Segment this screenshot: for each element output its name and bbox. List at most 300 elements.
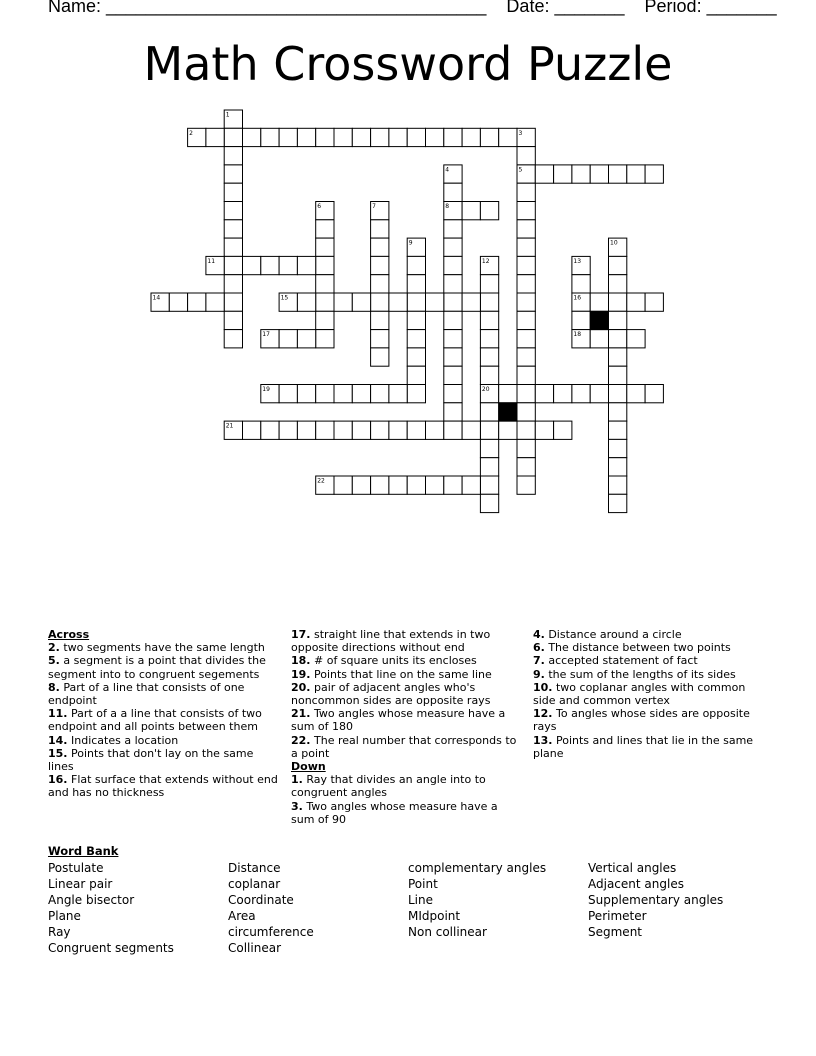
- clue-number-label: 12.: [533, 707, 553, 721]
- grid-cell[interactable]: [517, 421, 535, 439]
- clue-number-label: 4.: [533, 628, 545, 641]
- grid-cell[interactable]: [426, 293, 444, 311]
- clue-number: 3: [518, 129, 523, 137]
- grid-cell[interactable]: [224, 330, 242, 348]
- clue-number-label: 22.: [291, 733, 311, 747]
- grid-cell[interactable]: [572, 165, 590, 183]
- grid-cell[interactable]: [334, 385, 352, 403]
- word-bank-word: Segment: [588, 925, 642, 940]
- clue-number: 2: [189, 129, 193, 137]
- grid-cell[interactable]: [407, 275, 425, 293]
- grid-cell[interactable]: [517, 348, 535, 366]
- clue-item: [533, 681, 769, 707]
- grid-cell[interactable]: [517, 476, 535, 494]
- clue-number: 19: [262, 386, 270, 393]
- grid-cell[interactable]: [316, 128, 334, 146]
- clue-item: [291, 707, 519, 733]
- word-bank-column-3: [408, 860, 546, 940]
- grid-cell[interactable]: [371, 421, 389, 439]
- grid-cell[interactable]: [480, 128, 498, 146]
- grid-cell[interactable]: [279, 385, 297, 403]
- grid-cell[interactable]: [224, 275, 242, 293]
- clue-number: 6: [317, 203, 322, 210]
- grid-cell[interactable]: [352, 128, 370, 146]
- clue-number: 1: [225, 111, 230, 119]
- grid-cell[interactable]: [517, 366, 535, 384]
- grid-cell[interactable]: [297, 293, 315, 311]
- grid-cell[interactable]: [480, 293, 498, 311]
- grid-cell[interactable]: [517, 330, 535, 348]
- grid-cell[interactable]: [407, 293, 425, 311]
- black-square: [499, 403, 517, 421]
- clue-text: Two angles whose measure have a sum of 180: [291, 707, 506, 734]
- clue-item: [291, 734, 519, 760]
- crossword-grid: [0, 0, 816, 520]
- word-bank-word: Distance: [228, 861, 281, 875]
- grid-cell[interactable]: [243, 256, 261, 274]
- clue-text: two coplanar angles with common side and common vertex: [533, 680, 746, 708]
- clue-text: Points and lines that lie in the same plane: [533, 733, 754, 760]
- grid-cell[interactable]: [371, 385, 389, 403]
- grid-cell[interactable]: [279, 256, 297, 274]
- grid-cell[interactable]: [517, 183, 535, 201]
- grid-cell[interactable]: [316, 311, 334, 329]
- clues-column-2: [291, 628, 519, 826]
- word-bank-word: MIdpoint: [408, 909, 461, 924]
- grid-cell[interactable]: [297, 421, 315, 439]
- clue-number: 7: [372, 203, 376, 210]
- name-date-period-line: Name: ______________________________________ Date: _______ Period: _______: [48, 0, 777, 16]
- clue-number-label: 2.: [48, 641, 60, 655]
- clue-item: [533, 654, 769, 667]
- clue-text: To angles whose sides are opposite rays: [533, 707, 750, 734]
- clue-number-label: 5.: [48, 654, 60, 668]
- clue-text: Ray that divides an angle into to congruent angles: [291, 773, 486, 800]
- grid-cell[interactable]: [462, 202, 480, 220]
- grid-cell[interactable]: [261, 256, 279, 274]
- clue-number-label: 9.: [533, 667, 545, 681]
- grid-cell[interactable]: [407, 330, 425, 348]
- grid-cell[interactable]: [444, 256, 462, 274]
- grid-cell[interactable]: [517, 439, 535, 457]
- word-bank-word: Perimeter: [588, 909, 647, 924]
- grid-cell[interactable]: [297, 385, 315, 403]
- word-bank-word: Line: [408, 893, 434, 908]
- clue-number: 14: [152, 294, 161, 302]
- word-bank-word: Coordinate: [228, 893, 294, 908]
- clue-number-label: 19.: [291, 667, 311, 681]
- clue-number: 8: [445, 203, 450, 210]
- grid-cell[interactable]: [609, 256, 627, 274]
- grid-cell[interactable]: [224, 183, 242, 201]
- word-bank-word: Plane: [48, 909, 81, 924]
- grid-cell[interactable]: [243, 421, 261, 439]
- clue-item: [48, 747, 280, 773]
- clue-number-label: 3.: [291, 799, 303, 813]
- grid-cell[interactable]: [279, 128, 297, 146]
- clue-item: [48, 681, 280, 707]
- clue-text: two segments have the same length: [59, 641, 265, 655]
- grid-cell[interactable]: [352, 293, 370, 311]
- grid-cell[interactable]: [499, 128, 517, 146]
- clue-number: 4: [445, 166, 450, 174]
- grid-cell[interactable]: [627, 385, 645, 403]
- grid-cell[interactable]: [224, 256, 242, 274]
- grid-cell[interactable]: [371, 330, 389, 348]
- grid-cell[interactable]: [517, 293, 535, 311]
- grid-cell[interactable]: [444, 330, 462, 348]
- clue-text: The distance between two points: [544, 641, 731, 655]
- grid-cell[interactable]: [499, 385, 517, 403]
- clue-number-label: 14.: [48, 733, 68, 747]
- grid-cell[interactable]: [371, 275, 389, 293]
- grid-cell[interactable]: [645, 165, 663, 183]
- grid-cell[interactable]: [480, 439, 498, 457]
- clue-number: 10: [610, 239, 618, 247]
- grid-cell[interactable]: [444, 183, 462, 201]
- word-bank-word: Postulate: [48, 861, 104, 875]
- grid-cell[interactable]: [627, 293, 645, 311]
- word-bank-word: Adjacent angles: [588, 877, 684, 892]
- grid-cell[interactable]: [407, 385, 425, 403]
- clue-number: 11: [207, 257, 216, 265]
- grid-cell[interactable]: [517, 311, 535, 329]
- grid-cell[interactable]: [407, 476, 425, 494]
- grid-cell[interactable]: [444, 293, 462, 311]
- grid-cell[interactable]: [407, 366, 425, 384]
- grid-cell[interactable]: [554, 421, 572, 439]
- grid-cell[interactable]: [297, 128, 315, 146]
- clues-column-3: [533, 628, 769, 760]
- grid-cell[interactable]: [407, 128, 425, 146]
- word-bank-word: Collinear: [228, 941, 281, 956]
- grid-cell[interactable]: [371, 238, 389, 256]
- grid-cell[interactable]: [572, 311, 590, 329]
- grid-cell[interactable]: [243, 128, 261, 146]
- grid-cell[interactable]: [188, 293, 206, 311]
- clue-item: [533, 707, 769, 733]
- grid-cell[interactable]: [371, 476, 389, 494]
- word-bank-column-4: [588, 860, 723, 940]
- clue-number: 9: [408, 239, 413, 247]
- grid-cell[interactable]: [316, 421, 334, 439]
- clue-number-label: 10.: [533, 680, 553, 694]
- grid-cell[interactable]: [517, 238, 535, 256]
- grid-cell[interactable]: [480, 366, 498, 384]
- clue-item: [533, 668, 769, 681]
- grid-cell[interactable]: [627, 165, 645, 183]
- grid-cell[interactable]: [517, 275, 535, 293]
- grid-cell[interactable]: [224, 293, 242, 311]
- clue-text: Points that line on the same line: [310, 667, 492, 681]
- word-bank-word: complementary angles: [408, 861, 547, 875]
- grid-cell[interactable]: [444, 275, 462, 293]
- grid-cell[interactable]: [590, 385, 608, 403]
- grid-cell[interactable]: [316, 220, 334, 238]
- clue-text: pair of adjacent angles who's noncommon sides are opposite rays: [291, 680, 491, 708]
- grid-cell[interactable]: [517, 202, 535, 220]
- grid-cell[interactable]: [224, 311, 242, 329]
- clue-number: 13: [573, 257, 582, 265]
- grid-cell[interactable]: [444, 385, 462, 403]
- grid-cell[interactable]: [645, 385, 663, 403]
- grid-cell[interactable]: [645, 293, 663, 311]
- clue-number-label: 8.: [48, 680, 60, 694]
- clue-number-label: 20.: [291, 680, 311, 694]
- grid-cell[interactable]: [554, 385, 572, 403]
- grid-cell[interactable]: [444, 476, 462, 494]
- grid-cell[interactable]: [517, 385, 535, 403]
- grid-cell[interactable]: [517, 220, 535, 238]
- clue-number-label: 15.: [48, 746, 68, 760]
- grid-cell[interactable]: [334, 293, 352, 311]
- clue-item: [48, 654, 280, 680]
- grid-cell[interactable]: [389, 476, 407, 494]
- clue-number-label: 21.: [291, 707, 311, 721]
- grid-cell[interactable]: [261, 421, 279, 439]
- grid-cell[interactable]: [480, 494, 498, 512]
- grid-cell[interactable]: [609, 403, 627, 421]
- grid-cell[interactable]: [609, 385, 627, 403]
- grid-cell[interactable]: [316, 275, 334, 293]
- word-bank-title: Word Bank: [48, 844, 119, 858]
- grid-cell[interactable]: [279, 330, 297, 348]
- grid-cell[interactable]: [371, 256, 389, 274]
- grid-cell[interactable]: [609, 275, 627, 293]
- word-bank-word: Linear pair: [48, 877, 113, 892]
- grid-cell[interactable]: [169, 293, 187, 311]
- grid-cell[interactable]: [627, 330, 645, 348]
- clue-number-label: 13.: [533, 733, 553, 747]
- clue-text: Two angles whose measure have a sum of 90: [291, 799, 498, 826]
- grid-cell[interactable]: [462, 476, 480, 494]
- grid-cell[interactable]: [480, 403, 498, 421]
- clue-text: Indicates a location: [67, 733, 179, 747]
- grid-cell[interactable]: [407, 256, 425, 274]
- grid-cell[interactable]: [297, 256, 315, 274]
- clue-number: 18: [573, 331, 582, 339]
- grid-cell[interactable]: [389, 293, 407, 311]
- clue-item: [533, 628, 769, 641]
- grid-cell[interactable]: [426, 128, 444, 146]
- clue-text: # of square units its encloses: [310, 654, 477, 668]
- grid-cell[interactable]: [206, 293, 224, 311]
- clue-item: [291, 628, 519, 654]
- clue-number-label: 1.: [291, 773, 303, 787]
- across-heading: Across: [48, 628, 90, 641]
- clue-text: Points that don't lay on the same lines: [48, 746, 254, 774]
- grid-cell[interactable]: [609, 348, 627, 366]
- grid-cell[interactable]: [480, 476, 498, 494]
- grid-cell[interactable]: [316, 330, 334, 348]
- grid-cell[interactable]: [426, 421, 444, 439]
- clue-number-label: 11.: [48, 707, 68, 721]
- word-bank-word: Congruent segments: [48, 941, 174, 956]
- grid-cell[interactable]: [224, 165, 242, 183]
- grid-cell[interactable]: [535, 421, 553, 439]
- grid-cell[interactable]: [371, 128, 389, 146]
- word-bank-word: Supplementary angles: [588, 893, 724, 908]
- grid-cell[interactable]: [609, 293, 627, 311]
- clue-text: Distance around a circle: [544, 628, 682, 641]
- grid-cell[interactable]: [444, 421, 462, 439]
- grid-cell[interactable]: [462, 128, 480, 146]
- grid-cell[interactable]: [224, 147, 242, 165]
- grid-cell[interactable]: [609, 311, 627, 329]
- grid-cell[interactable]: [517, 458, 535, 476]
- grid-cell[interactable]: [426, 476, 444, 494]
- grid-cell[interactable]: [480, 311, 498, 329]
- word-bank-word: Angle bisector: [48, 893, 135, 908]
- grid-cell[interactable]: [444, 238, 462, 256]
- word-bank-word: coplanar: [228, 877, 281, 892]
- grid-cell[interactable]: [609, 330, 627, 348]
- grid-cell[interactable]: [261, 128, 279, 146]
- grid-cell[interactable]: [609, 421, 627, 439]
- grid-cell[interactable]: [572, 275, 590, 293]
- clue-number-label: 6.: [533, 641, 545, 655]
- clue-number: 20: [481, 386, 490, 393]
- clue-text: The real number that corresponds to a point: [291, 733, 517, 760]
- clue-number: 22: [317, 477, 325, 485]
- grid-cell[interactable]: [297, 330, 315, 348]
- grid-cell[interactable]: [499, 421, 517, 439]
- clue-item: [291, 800, 519, 826]
- grid-cell[interactable]: [352, 476, 370, 494]
- clue-item: [291, 773, 519, 799]
- clue-number: 5: [518, 166, 523, 174]
- clue-number-label: 7.: [533, 654, 545, 668]
- clue-item: [48, 641, 280, 654]
- clue-number: 15: [280, 294, 289, 302]
- clue-text: a segment is a point that divides the segment into to congruent segements: [48, 654, 266, 681]
- grid-cell[interactable]: [224, 220, 242, 238]
- grid-cell[interactable]: [352, 421, 370, 439]
- grid-cell[interactable]: [371, 293, 389, 311]
- clue-text: accepted statement of fact: [544, 654, 698, 668]
- grid-cell[interactable]: [444, 403, 462, 421]
- word-bank-word: circumference: [228, 925, 314, 940]
- grid-cell[interactable]: [444, 348, 462, 366]
- grid-cell[interactable]: [480, 202, 498, 220]
- clue-text: Flat surface that extends without end and has no thickness: [48, 773, 278, 800]
- grid-cell[interactable]: [554, 165, 572, 183]
- grid-cell[interactable]: [590, 330, 608, 348]
- grid-cell[interactable]: [316, 256, 334, 274]
- grid-cell[interactable]: [609, 458, 627, 476]
- grid-cell[interactable]: [334, 421, 352, 439]
- word-bank-column-1: [48, 860, 174, 957]
- word-bank-word: Ray: [48, 925, 71, 940]
- grid-cell[interactable]: [462, 421, 480, 439]
- clue-number-label: 17.: [291, 628, 311, 641]
- grid-cell[interactable]: [389, 385, 407, 403]
- grid-cell[interactable]: [572, 385, 590, 403]
- grid-cell[interactable]: [316, 385, 334, 403]
- clue-item: [291, 681, 519, 707]
- grid-cell[interactable]: [206, 128, 224, 146]
- clue-number-label: 16.: [48, 773, 68, 787]
- clue-item: [533, 734, 769, 760]
- grid-cell[interactable]: [517, 403, 535, 421]
- grid-cell[interactable]: [444, 128, 462, 146]
- down-heading: Down: [291, 760, 326, 774]
- grid-cell[interactable]: [444, 311, 462, 329]
- grid-cell[interactable]: [609, 476, 627, 494]
- clues-column-1: [48, 628, 280, 800]
- clue-text: straight line that extends in two opposite directions without end: [291, 628, 491, 655]
- grid-cell[interactable]: [480, 348, 498, 366]
- grid-cell[interactable]: [609, 366, 627, 384]
- grid-cell[interactable]: [407, 421, 425, 439]
- grid-cell[interactable]: [334, 476, 352, 494]
- grid-cell[interactable]: [517, 256, 535, 274]
- word-bank-word: Point: [408, 877, 438, 892]
- clue-text: Part of a a line that consists of two endpoint and all points between them: [48, 707, 262, 734]
- grid-cell[interactable]: [224, 202, 242, 220]
- word-bank-word: Vertical angles: [588, 861, 677, 875]
- grid-cell[interactable]: [590, 165, 608, 183]
- grid-cell[interactable]: [444, 366, 462, 384]
- grid-cell[interactable]: [535, 385, 553, 403]
- grid-cell[interactable]: [352, 385, 370, 403]
- grid-cell[interactable]: [480, 330, 498, 348]
- grid-cell[interactable]: [480, 458, 498, 476]
- word-bank-column-2: [228, 860, 314, 957]
- clue-number: 17: [262, 331, 270, 339]
- grid-cell[interactable]: [462, 293, 480, 311]
- clue-number: 12: [481, 257, 490, 265]
- grid-cell[interactable]: [407, 311, 425, 329]
- grid-cell[interactable]: [535, 165, 553, 183]
- grid-cell[interactable]: [609, 165, 627, 183]
- grid-cell[interactable]: [316, 293, 334, 311]
- grid-cell[interactable]: [480, 421, 498, 439]
- grid-cell[interactable]: [334, 128, 352, 146]
- clue-item: [291, 654, 519, 667]
- grid-cell[interactable]: [407, 348, 425, 366]
- clue-item: [533, 641, 769, 654]
- grid-cell[interactable]: [224, 238, 242, 256]
- grid-cell[interactable]: [316, 238, 334, 256]
- clue-item: [48, 734, 280, 747]
- page-title: Math Crossword Puzzle: [143, 37, 673, 91]
- grid-cell[interactable]: [279, 421, 297, 439]
- clue-item: [48, 707, 280, 733]
- grid-cell[interactable]: [389, 128, 407, 146]
- clue-number-label: 18.: [291, 654, 311, 668]
- grid-cell[interactable]: [590, 293, 608, 311]
- grid-cell[interactable]: [371, 311, 389, 329]
- grid-cell[interactable]: [609, 439, 627, 457]
- grid-cell[interactable]: [389, 421, 407, 439]
- grid-cell[interactable]: [480, 275, 498, 293]
- black-square: [590, 311, 608, 329]
- clue-number: 21: [225, 422, 234, 430]
- word-bank-word: Area: [228, 909, 256, 924]
- grid-cell[interactable]: [444, 220, 462, 238]
- word-bank-word: Non collinear: [408, 925, 487, 940]
- grid-cell[interactable]: [371, 220, 389, 238]
- clue-text: the sum of the lengths of its sides: [544, 667, 736, 681]
- grid-cell[interactable]: [371, 348, 389, 366]
- clue-item: [291, 668, 519, 681]
- grid-cell[interactable]: [517, 147, 535, 165]
- clue-number: 16: [573, 294, 582, 302]
- clue-text: Part of a line that consists of one endpoint: [48, 680, 245, 708]
- grid-cell[interactable]: [609, 494, 627, 512]
- grid-cell[interactable]: [224, 128, 242, 146]
